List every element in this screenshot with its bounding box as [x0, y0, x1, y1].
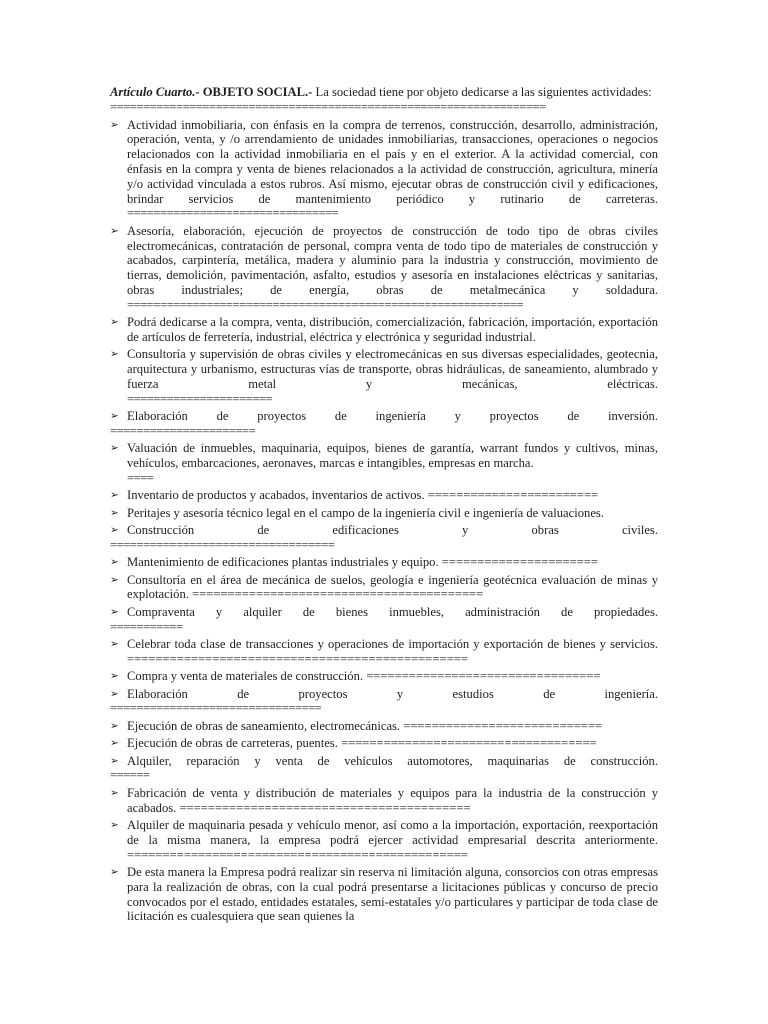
- list-item-text: De esta manera la Empresa podrá realizar sin reserva ni limitación alguna, consorcios con otras empresas para la realización de obras, con la cual podrá presentarse a licitaciones públicas y concurso de precio convocados por el estado, entidades estatales, semi-estatales y/o particulares y participar de toda clase de licitación es cualesquiera que sean quienes la: [127, 864, 658, 924]
- list-item-text: Ejecución de obras de carreteras, puentes. ====================================: [127, 736, 597, 751]
- list-item: [110, 315, 658, 345]
- arrow-bullet-icon: ➢: [110, 573, 119, 586]
- heading-separator: ==================================================================: [110, 99, 546, 114]
- list-item: [110, 224, 658, 313]
- arrow-bullet-icon: ➢: [110, 442, 119, 455]
- list-item-text: Fabricación de venta y distribución de materiales y equipos para la industria de la construcción y acabados. =========================================: [127, 785, 658, 815]
- list-item-text: Peritajes y asesoría técnico legal en el campo de la ingeniería civil e ingeniería de valuaciones.: [127, 505, 604, 520]
- arrow-bullet-icon: ➢: [110, 687, 119, 700]
- list-item: [110, 736, 658, 751]
- arrow-bullet-icon: ➢: [110, 118, 119, 131]
- list-item-separator: ======: [110, 768, 150, 783]
- list-item: [110, 523, 658, 553]
- document-body: [110, 85, 658, 927]
- list-item: [110, 669, 658, 684]
- list-item: [110, 818, 658, 862]
- list-item-text: Celebrar toda clase de transacciones y operaciones de importación y exportación de bienes y servicios. ================================================: [127, 637, 658, 666]
- arrow-bullet-icon: ➢: [110, 719, 119, 732]
- list-item-text: Consultoría en el área de mecánica de suelos, geología e ingeniería geotécnica evaluación de minas y explotación. =========================================: [127, 572, 658, 602]
- list-item: [110, 347, 658, 406]
- list-item-separator: ================================: [110, 701, 322, 716]
- arrow-bullet-icon: ➢: [110, 605, 119, 618]
- list-item: [110, 409, 658, 439]
- list-item-text: Actividad inmobiliaria, con énfasis en la compra de terrenos, construcción, desarrollo, administración, operación, venta, y /o arrendamiento de unidades inmobiliarias, transacciones, operaciones o negocios relacionados con la actividad inmobiliaria en el país y en el exterior. A la actividad comercial, con énfasis en la compra y venta de bienes relacionados a la actividad de construcción, agricultura, minería y/o actividad vinculada a estos rubros. Así mismo, ejecutar obras de construcción civil y edificaciones, brindar servicios de mantenimiento periódico y rutinario de carreteras.: [127, 117, 658, 206]
- list-item: [110, 506, 658, 521]
- list-item: [110, 488, 658, 503]
- list-item-text: Construcción de edificaciones y obras civiles.: [127, 523, 658, 538]
- list-item: [110, 865, 658, 924]
- list-item: [110, 754, 658, 784]
- arrow-bullet-icon: ➢: [110, 224, 119, 237]
- list-item-text: Alquiler, reparación y venta de vehículos automotores, maquinarias de construcción.: [127, 753, 658, 768]
- arrow-bullet-icon: ➢: [110, 410, 119, 423]
- arrow-bullet-icon: ➢: [110, 865, 119, 878]
- list-item-text: Ejecución de obras de saneamiento, electromecánicas. ============================: [127, 718, 603, 733]
- list-item: [110, 118, 658, 222]
- list-item: [110, 441, 658, 485]
- arrow-bullet-icon: ➢: [110, 818, 119, 831]
- arrow-bullet-icon: ➢: [110, 670, 119, 683]
- arrow-bullet-icon: ➢: [110, 556, 119, 569]
- list-item: [110, 719, 658, 734]
- list-item: [110, 687, 658, 717]
- article-intro: La sociedad tiene por objeto dedicarse a las siguientes actividades:: [315, 85, 652, 99]
- list-item-separator: ============================================================: [127, 297, 524, 312]
- list-item-separator: ======================: [127, 391, 273, 406]
- list-item: [110, 786, 658, 816]
- arrow-bullet-icon: ➢: [110, 754, 119, 767]
- list-item-separator: ======================: [110, 423, 256, 438]
- arrow-bullet-icon: ➢: [110, 638, 119, 651]
- list-item-text: Elaboración de proyectos y estudios de ingeniería.: [127, 686, 658, 701]
- arrow-bullet-icon: ➢: [110, 737, 119, 750]
- list-item-text: Compra y venta de materiales de construcción. =================================: [127, 669, 601, 684]
- list-item-text: Podrá dedicarse a la compra, venta, distribución, comercialización, fabricación, importación, exportación de artículos de ferretería, industrial, eléctrica y electrónica y seguridad industrial.: [127, 315, 658, 344]
- list-item: [110, 637, 658, 667]
- list-item-separator: ===========: [110, 619, 183, 634]
- list-item-text: Inventario de productos y acabados, inventarios de activos. ========================: [127, 488, 599, 503]
- arrow-bullet-icon: ➢: [110, 786, 119, 799]
- arrow-bullet-icon: ➢: [110, 489, 119, 502]
- arrow-bullet-icon: ➢: [110, 506, 119, 519]
- arrow-bullet-icon: ➢: [110, 348, 119, 361]
- article-number: Artículo Cuarto.-: [110, 85, 200, 99]
- list-item-separator: ====: [127, 470, 154, 485]
- list-item-text: Mantenimiento de edificaciones plantas industriales y equipo. ======================: [127, 555, 599, 570]
- list-item-text: Compraventa y alquiler de bienes inmuebles, administración de propiedades.: [127, 604, 658, 619]
- article-heading: [110, 85, 658, 115]
- article-title: OBJETO SOCIAL.-: [202, 85, 313, 99]
- list-item-text: Elaboración de proyectos de ingeniería y proyectos de inversión.: [127, 409, 658, 424]
- arrow-bullet-icon: ➢: [110, 524, 119, 537]
- list-item-separator: ================================: [127, 206, 339, 221]
- list-item-text: Consultoría y supervisión de obras civiles y electromecánicas en sus diversas especialidades, geotecnia, arquitectura y urbanismo, estructuras vías de transporte, obras hidráulicas, de saneamiento, alumbrado y fuerza metal y mecánicas, eléctricas.: [127, 347, 658, 391]
- list-item: [110, 605, 658, 635]
- list-item: [110, 555, 658, 570]
- list-item-separator: ==================================: [110, 537, 335, 552]
- activity-list: [110, 118, 658, 925]
- arrow-bullet-icon: ➢: [110, 316, 119, 329]
- list-item-text: Valuación de inmuebles, maquinaria, equipos, bienes de garantía, warrant fundos y cultivos, minas, vehículos, embarcaciones, aeronaves, marcas e intangibles, empresas en marcha.: [127, 441, 658, 471]
- list-item-text: Alquiler de maquinaria pesada y vehículo menor, así como a la importación, exportación, reexportación de la misma manera, la empresa podrá ejercer actividad empresarial descrita anteriormente. ================================================: [127, 817, 658, 862]
- list-item-text: Asesoría, elaboración, ejecución de proyectos de construcción de todo tipo de obras civiles electromecánicas, contratación de personal, compra venta de todo tipo de materiales de construcción y acabados, carpintería, metálica, madera y aluminio para la industria y construcción, movimiento de tierras, demolición, pavimentación, asfalto, estudios y asesoría en instalaciones eléctricas y sanitarias, obras industriales; de energía, obras de metalmecánica y soldadura.: [127, 223, 658, 297]
- list-item: [110, 573, 658, 603]
